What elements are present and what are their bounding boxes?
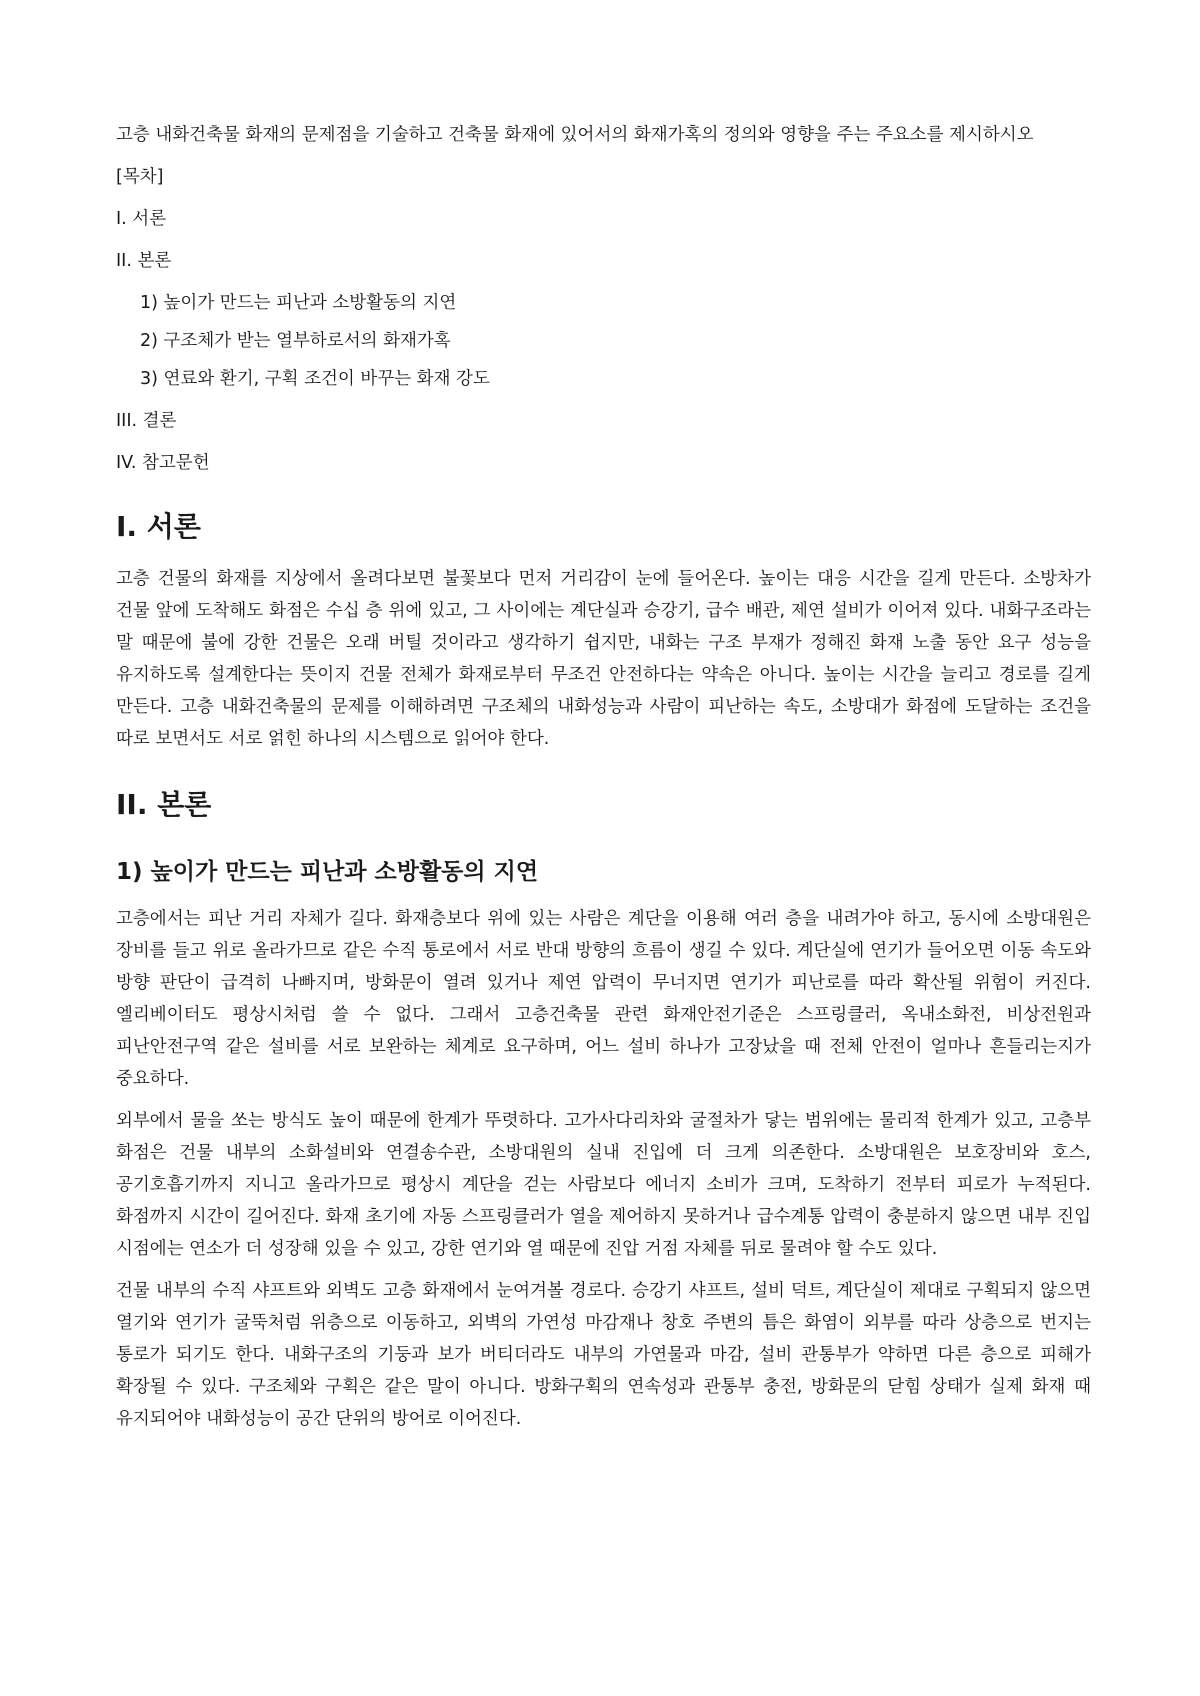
section-body	[116, 785, 1091, 1435]
toc-list	[116, 205, 1091, 477]
section-title-intro: I. 서론	[116, 510, 201, 543]
toc-item-body-1: 1) 높이가 만드는 피난과 소방활동의 지연	[140, 293, 457, 313]
toc-heading: [목차]	[116, 167, 164, 187]
intro-paragraph: 고층 건물의 화재를 지상에서 올려다보면 불꽃보다 먼저 거리감이 눈에 들어온다. 높이는 대응 시간을 길게 만든다. 소방차가 건물 앞에 도착해도 화점은 수십 층 위에 있고, 그 사이에는 계단실과 승강기, 급수 배관, 제연 설비가 이어져 있다. 내화구조라는 말 때문에 불에 강한 건물은 오래 버틸 것이라고 생각하기 쉽지만, 내화는 구조 부재가 정해진 화재 노출 동안 요구 성능을 유지하도록 설계한다는 뜻이지 건물 전체가 화재로부터 무조건 안전하다는 약속은 아니다. 높이는 시간을 늘리고 경로를 길게 만든다. 고층 내화건축물의 문제를 이해하려면 구조체의 내화성능과 사람이 피난하는 속도, 소방대가 화점에 도달하는 조건을 따로 보면서도 서로 얽힌 하나의 시스템으로 읽어야 한다.	[116, 569, 1091, 749]
toc-item-body: II. 본론	[116, 251, 172, 271]
toc-item-body-2: 2) 구조체가 받는 열부하로서의 화재가혹	[140, 331, 451, 351]
subsection-1-paragraph-2: 외부에서 물을 쏘는 방식도 높이 때문에 한계가 뚜렷하다. 고가사다리차와 굴절차가 닿는 범위에는 물리적 한계가 있고, 고층부 화점은 건물 내부의 소화설비와 연결송수관, 소방대원의 실내 진입에 더 크게 의존한다. 소방대원은 보호장비와 호스, 공기호흡기까지 지니고 올라가므로 평상시 계단을 걷는 사람보다 에너지 소비가 크며, 도착하기 전부터 피로가 누적된다. 화점까지 시간이 길어진다. 화재 초기에 자동 스프링클러가 열을 제어하지 못하거나 급수계통 압력이 충분하지 않으면 내부 진입 시점에는 연소가 더 성장해 있을 수 있고, 강한 연기와 열 때문에 진압 거점 자체를 뒤로 물려야 할 수도 있다.	[116, 1111, 1091, 1259]
section-title-body: II. 본론	[116, 788, 212, 821]
document-page	[116, 118, 1091, 1445]
subsection-1-paragraph-3: 건물 내부의 수직 샤프트와 외벽도 고층 화재에서 눈여겨볼 경로다. 승강기 샤프트, 설비 덕트, 계단실이 제대로 구획되지 않으면 열기와 연기가 굴뚝처럼 위층으로 이동하고, 외벽의 가연성 마감재나 창호 주변의 틈은 화염이 외부를 따라 상층으로 번지는 통로가 되기도 한다. 내화구조의 기둥과 보가 버티더라도 내부의 가연물과 마감, 설비 관통부가 약하면 다른 층으로 피해가 확장될 수 있다. 구조체와 구획은 같은 말이 아니다. 방화구획의 연속성과 관통부 충전, 방화문의 닫힘 상태가 실제 화재 때 유지되어야 내화성능이 공간 단위의 방어로 이어진다.	[116, 1281, 1091, 1429]
subsection-1-paragraph-1: 고층에서는 피난 거리 자체가 길다. 화재층보다 위에 있는 사람은 계단을 이용해 여러 층을 내려가야 하고, 동시에 소방대원은 장비를 들고 위로 올라가므로 같은 수직 통로에서 서로 반대 방향의 흐름이 생길 수 있다. 계단실에 연기가 들어오면 이동 속도와 방향 판단이 급격히 나빠지며, 방화문이 열려 있거나 제연 압력이 무너지면 연기가 피난로를 따라 확산될 위험이 커진다. 엘리베이터도 평상시처럼 쓸 수 없다. 그래서 고층건축물 관련 화재안전기준은 스프링클러, 옥내소화전, 비상전원과 피난안전구역 같은 설비를 서로 보완하는 체계로 요구하며, 어느 설비 하나가 고장났을 때 전체 안전이 얼마나 흔들리는지가 중요하다.	[116, 909, 1091, 1089]
subsection-1-title: 1) 높이가 만드는 피난과 소방활동의 지연	[116, 859, 539, 885]
subsection-1	[116, 855, 1091, 1435]
section-intro	[116, 507, 1091, 755]
toc-item-references: IV. 참고문헌	[116, 453, 210, 473]
toc-item-intro: I. 서론	[116, 209, 167, 229]
toc-item-body-3: 3) 연료와 환기, 구획 조건이 바꾸는 화재 강도	[140, 369, 490, 389]
table-of-contents	[116, 163, 1091, 477]
question-text: 고층 내화건축물 화재의 문제점을 기술하고 건축물 화재에 있어서의 화재가혹의 정의와 영향을 주는 주요소를 제시하시오	[116, 125, 1034, 145]
toc-item-conclusion: III. 결론	[116, 411, 177, 431]
